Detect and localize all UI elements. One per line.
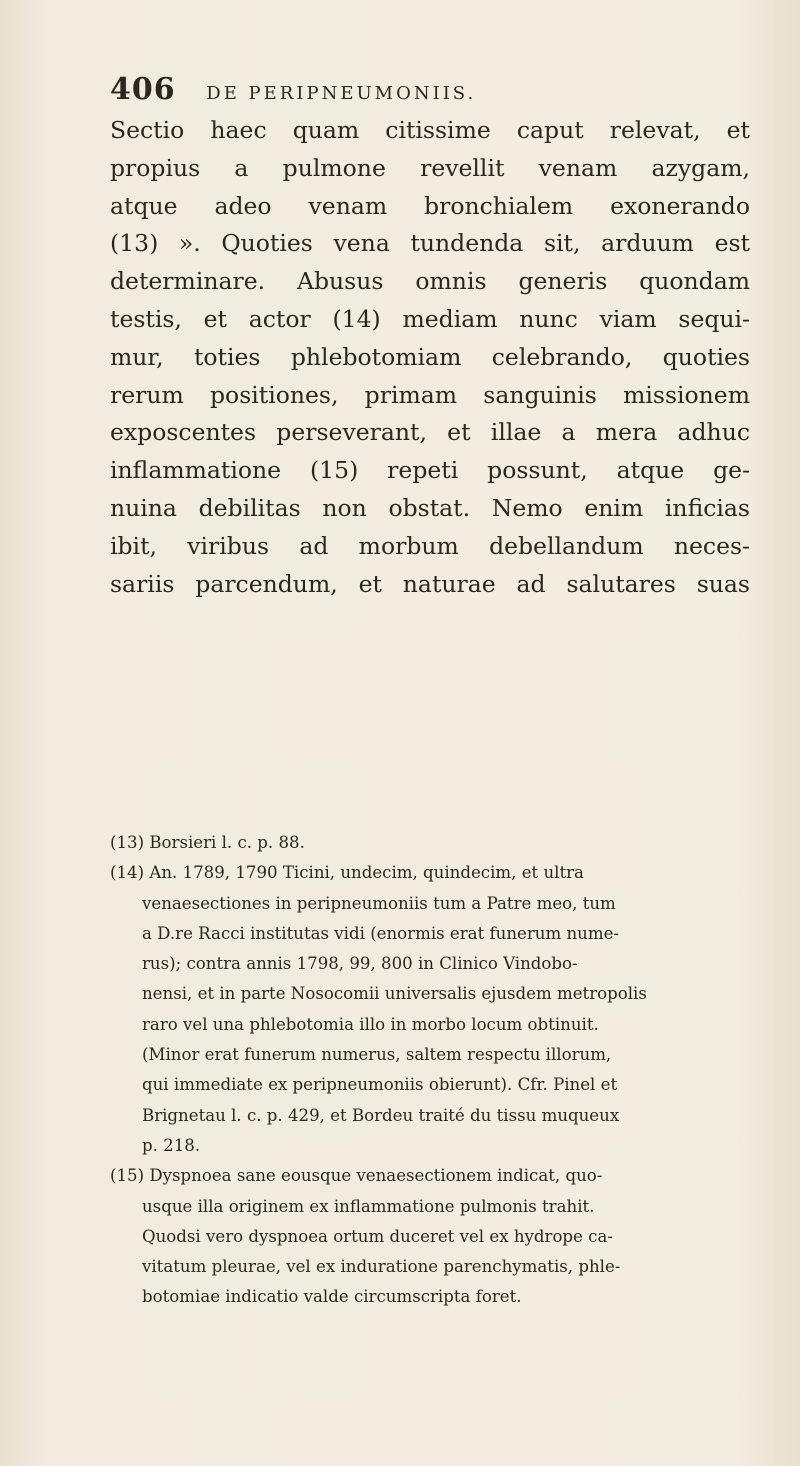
page-number: 406: [110, 72, 176, 107]
footnote-line: vitatum pleurae, vel ex induratione parenchymatis, phle-: [142, 1257, 621, 1277]
text-line: determinare. Abusus omnis generis quondam: [110, 267, 750, 296]
footnote-13: [110, 828, 750, 858]
footnote-line: raro vel una phlebotomia illo in morbo locum obtinuit.: [142, 1014, 599, 1034]
text-line: nuina debilitas non obstat. Nemo enim inficias: [110, 493, 750, 522]
text-line: atque adeo venam bronchialem exonerando: [110, 191, 750, 220]
footnote-line: rus); contra annis 1798, 99, 800 in Clinico Vindobo-: [142, 954, 578, 974]
footnote-line: venaesectiones in peripneumoniis tum a Patre meo, tum: [142, 893, 616, 913]
page-header: [110, 72, 750, 107]
footnote-line: botomiae indicatio valde circumscripta foret.: [142, 1287, 522, 1307]
footnote-15: [110, 1161, 750, 1312]
running-title: DE PERIPNEUMONIIS.: [206, 83, 477, 104]
footnote-line: (15) Dyspnoea sane eousque venaesectionem indicat, quo-: [110, 1166, 603, 1186]
text-line: propius a pulmone revellit venam azygam,: [110, 153, 750, 182]
footnote-line: Quodsi vero dyspnoea ortum duceret vel ex hydrope ca-: [142, 1226, 613, 1246]
footnote-line: (14) An. 1789, 1790 Ticini, undecim, quindecim, et ultra: [110, 863, 584, 883]
text-line: sariis parcendum, et naturae ad salutares suas: [110, 569, 750, 598]
footnote-line: usque illa originem ex inflammatione pulmonis trahit.: [142, 1196, 595, 1216]
footnote-line: qui immediate ex peripneumoniis obierunt). Cfr. Pinel et: [142, 1075, 618, 1095]
footnote-line: a D.re Racci institutas vidi (enormis erat funerum nume-: [142, 923, 620, 943]
text-line: (13) ». Quoties vena tundenda sit, arduum est: [110, 229, 750, 258]
text-line: ibit, viribus ad morbum debellandum neces-: [110, 531, 750, 560]
footnote-line: (Minor erat funerum numerus, saltem respectu illorum,: [142, 1045, 612, 1065]
text-line: inflammatione (15) repeti possunt, atque ge-: [110, 456, 750, 485]
footnotes: [110, 828, 750, 1313]
text-line: testis, et actor (14) mediam nunc viam sequi-: [110, 304, 750, 333]
text-line: Sectio haec quam citissime caput relevat, et: [110, 116, 750, 144]
footnote-line: (13) Borsieri l. c. p. 88.: [110, 833, 305, 852]
text-line: mur, toties phlebotomiam celebrando, quoties: [110, 342, 750, 371]
footnote-line: nensi, et in parte Nosocomii universalis ejusdem metropolis: [142, 984, 647, 1004]
text-line: rerum positiones, primam sanguinis missionem: [110, 380, 750, 409]
footnote-line: p. 218.: [142, 1135, 201, 1155]
text-line: exposcentes perseverant, et illae a mera adhuc: [110, 418, 750, 447]
footnote-14: [110, 858, 750, 1161]
main-text: [110, 112, 750, 603]
footnote-line: Brignetau l. c. p. 429, et Bordeu traité du tissu muqueux: [142, 1105, 620, 1125]
